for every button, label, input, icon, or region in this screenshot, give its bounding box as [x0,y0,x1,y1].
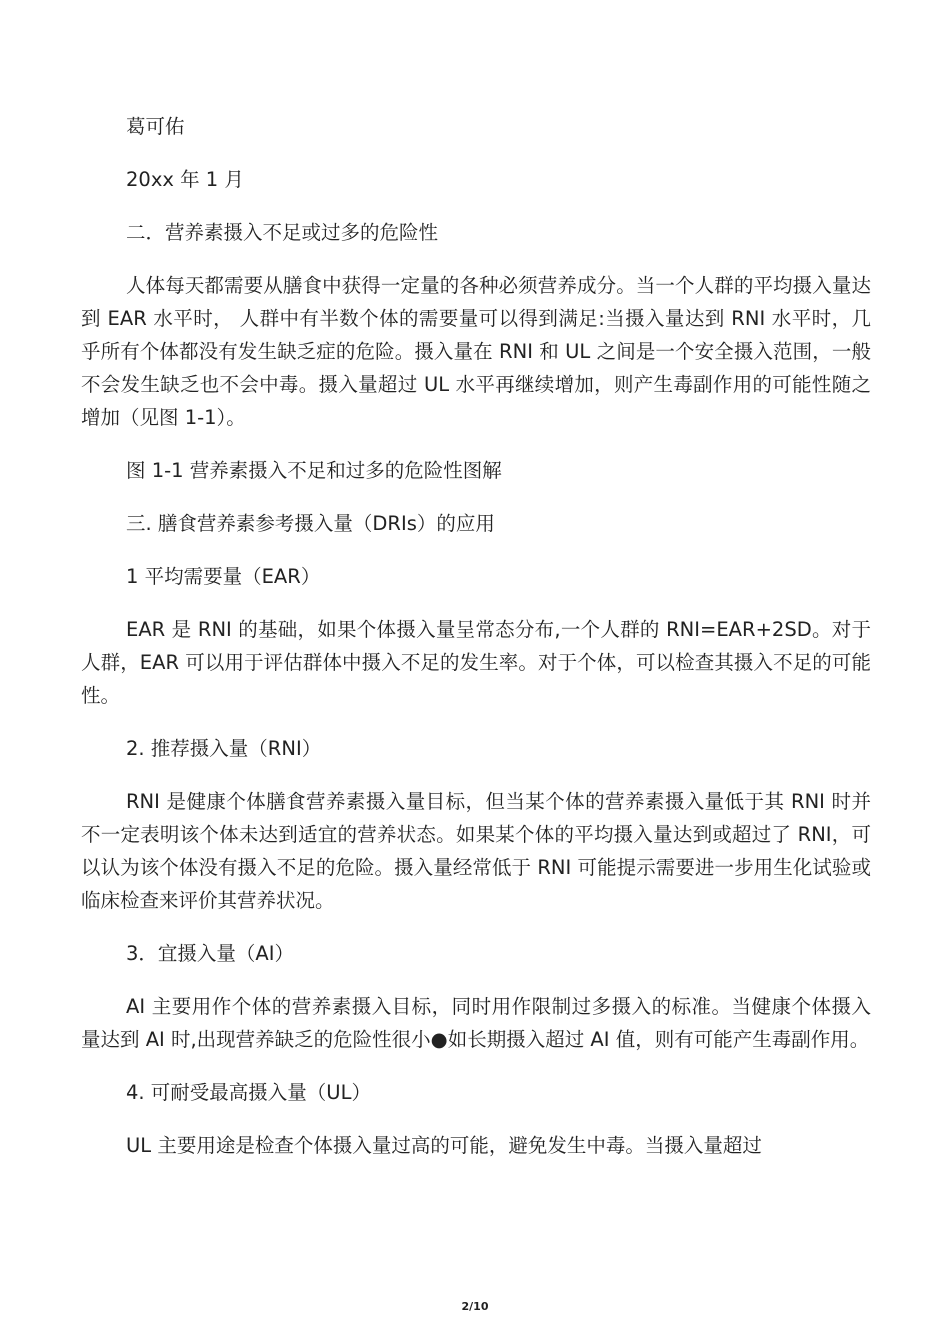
body-paragraph-ear: EAR 是 RNI 的基础，如果个体摄入量呈常态分布,一个人群的 RNI=EAR+2SD。对于人群，EAR 可以用于评估群体中摄入不足的发生率。对于个体，可以检查其摄入不足的可能性。 [81,618,871,707]
subheading-rni: 2. 推荐摄入量（RNI） [126,737,322,760]
subheading-ear: 1 平均需要量（EAR） [126,565,321,588]
author-line: 葛可佑 [126,115,185,138]
figure-caption: 图 1-1 营养素摄入不足和过多的危险性图解 [126,459,502,482]
page-number: 2/10 [461,1300,489,1313]
section-heading-2: 二．营养素摄入不足或过多的危险性 [126,221,439,244]
body-paragraph-risk: 人体每天都需要从膳食中获得一定量的各种必须营养成分。当一个人群的平均摄入量达到 EAR 水平时， 人群中有半数个体的需要量可以得到满足:当摄入量达到 RNI 水平时，几乎所有个体都没有发生缺乏症的危险。摄入量在 RNI 和 UL 之间是一个安全摄入范围，一般不会发生缺乏也不会中毒。摄入量超过 UL 水平再继续增加，则产生毒副作用的可能性随之增加（见图 1-1）。 [81,274,871,429]
body-paragraph-ai: AI 主要用作个体的营养素摄入目标，同时用作限制过多摄入的标准。当健康个体摄入量达到 AI 时,出现营养缺乏的危险性很小●如长期摄入超过 AI 值，则有可能产生毒副作用。 [81,995,871,1051]
body-paragraph-ul: UL 主要用途是检查个体摄入量过高的可能，避免发生中毒。当摄入量超过 [126,1134,762,1157]
subheading-ul: 4. 可耐受最高摄入量（UL） [126,1081,371,1104]
document-body [81,110,871,1182]
section-heading-3: 三. 膳食营养素参考摄入量（DRIs）的应用 [126,512,495,535]
date-line: 20xx 年 1 月 [126,168,244,191]
subheading-ai: 3．宜摄入量（AI） [126,942,294,965]
body-paragraph-rni: RNI 是健康个体膳食营养素摄入量目标，但当某个体的营养素摄入量低于其 RNI 时并不一定表明该个体未达到适宜的营养状态。如果某个体的平均摄入量达到或超过了 RNI，可以认为该个体没有摄入不足的危险。摄入量经常低于 RNI 可能提示需要进一步用生化试验或临床检查来评价其营养状况。 [81,790,871,912]
